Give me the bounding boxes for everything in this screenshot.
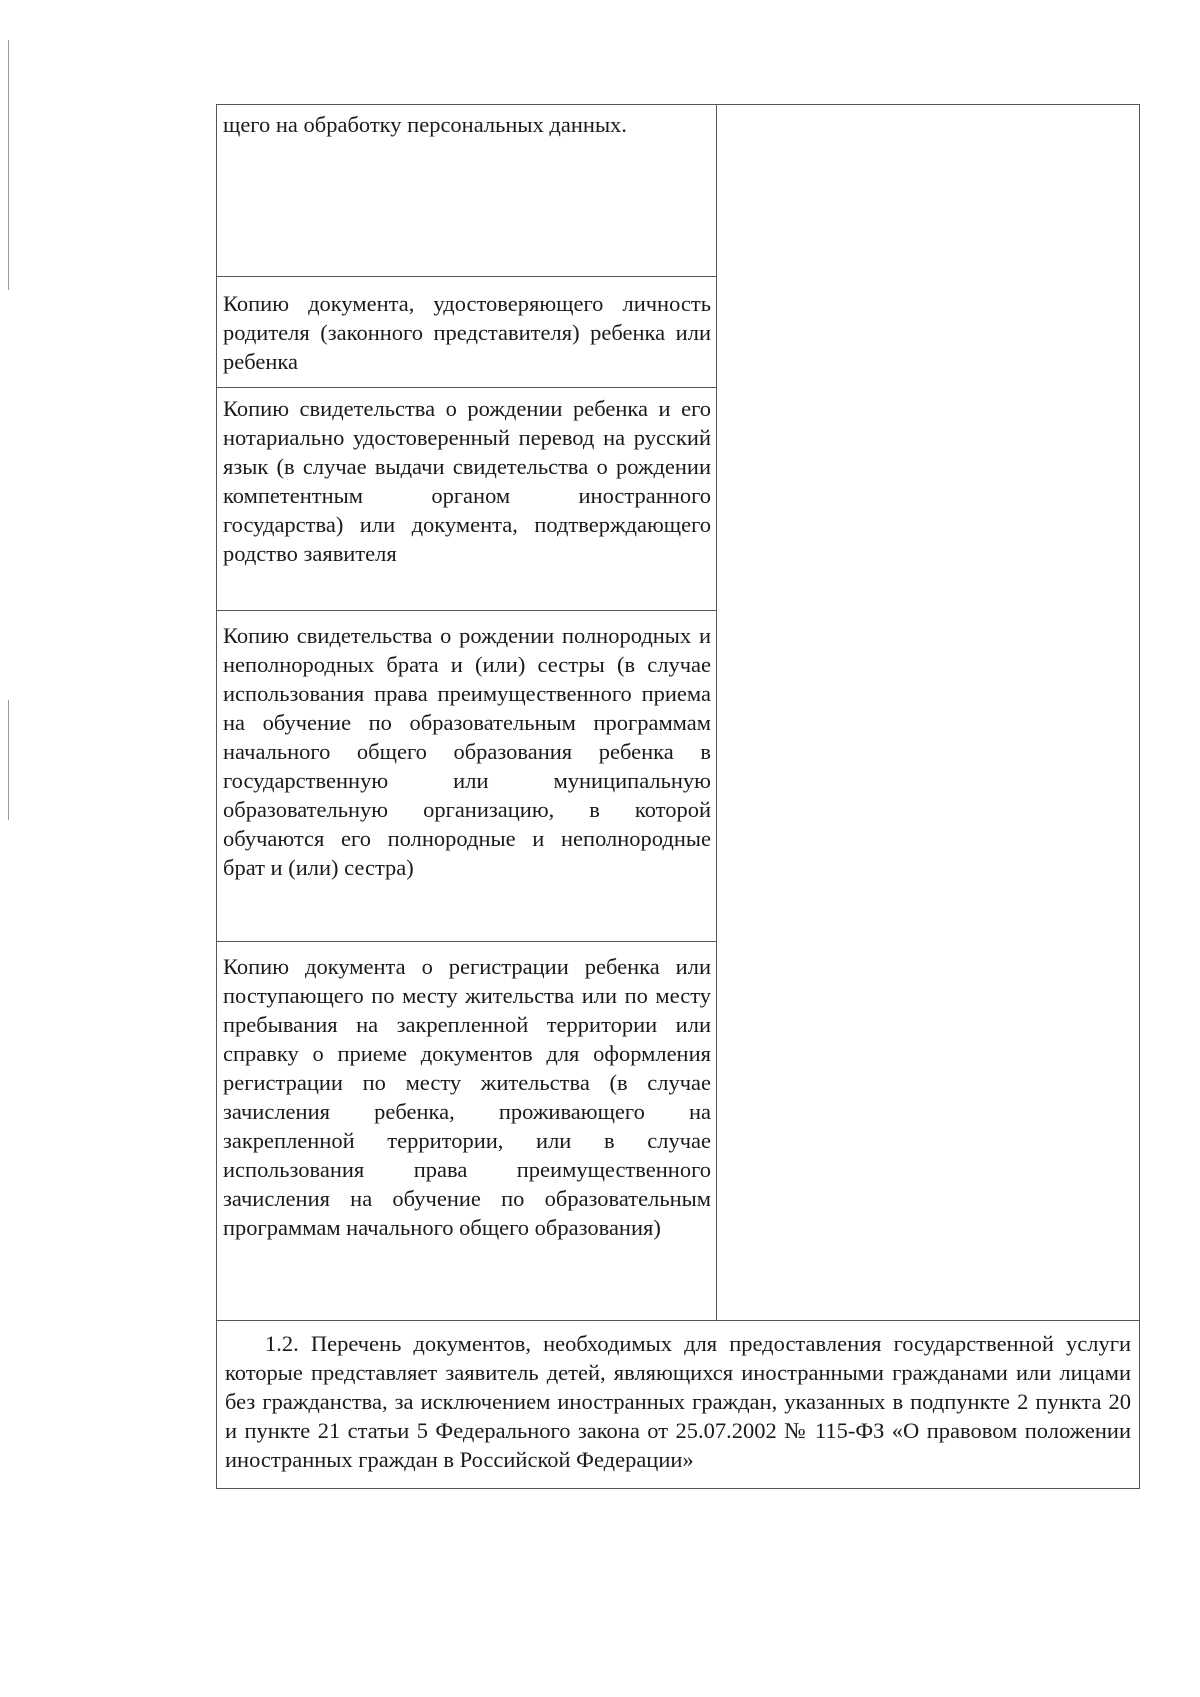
table-cell-document (217, 611, 717, 942)
table-cell-document (217, 277, 717, 388)
scan-edge-mark (8, 40, 9, 290)
section-heading-cell (217, 1321, 1140, 1489)
documents-table (216, 104, 1140, 1489)
table-cell-document (217, 942, 717, 1321)
table-cell-document (217, 388, 717, 611)
table-row (217, 105, 1140, 277)
cell-text: Копию свидетельства о рождении полнородных и неполнородных брата и (или) сестры (в случае использования права преимущественного приема на обучение по образовательным программам начального общего образования ребенка в государственную или муниципальную образовательную организацию, в которой обучаются его полнородные и неполнородные брат и (или) сестра) (223, 623, 711, 880)
cell-text: щего на обработку персональных данных. (223, 112, 627, 137)
table-cell-empty (717, 105, 1140, 1321)
cell-text: Копию документа, удостоверяющего личность родителя (законного представителя) ребенка или ребенка (223, 291, 711, 374)
table-cell-document (217, 105, 717, 277)
section-paragraph: 1.2. Перечень документов, необходимых для предоставления государственной услуги которые представляет заявитель детей, являющихся иностранными гражданами или лицами без гражданства, за исключением иностранных граждан, указанных в подпункте 2 пункта 20 и пункте 21 статьи 5 Федерального закона от 25.07.2002 № 115-ФЗ «О правовом положении иностранных граждан в Российской Федерации» (225, 1331, 1131, 1472)
cell-text: Копию документа о регистрации ребенка или поступающего по месту жительства или по месту пребывания на закрепленной территории или справку о приеме документов для оформления регистрации по месту жительства (в случае зачисления ребенка, проживающего на закрепленной территории, или в случае использования права преимущественного зачисления на обучение по образовательным программам начального общего образования) (223, 954, 711, 1240)
table-row-section (217, 1321, 1140, 1489)
scan-edge-mark (8, 700, 9, 820)
cell-text: Копию свидетельства о рождении ребенка и его нотариально удостоверенный перевод на русский язык (в случае выдачи свидетельства о рождении компетентным органом иностранного государства) или документа, подтверждающего родство заявителя (223, 396, 711, 566)
